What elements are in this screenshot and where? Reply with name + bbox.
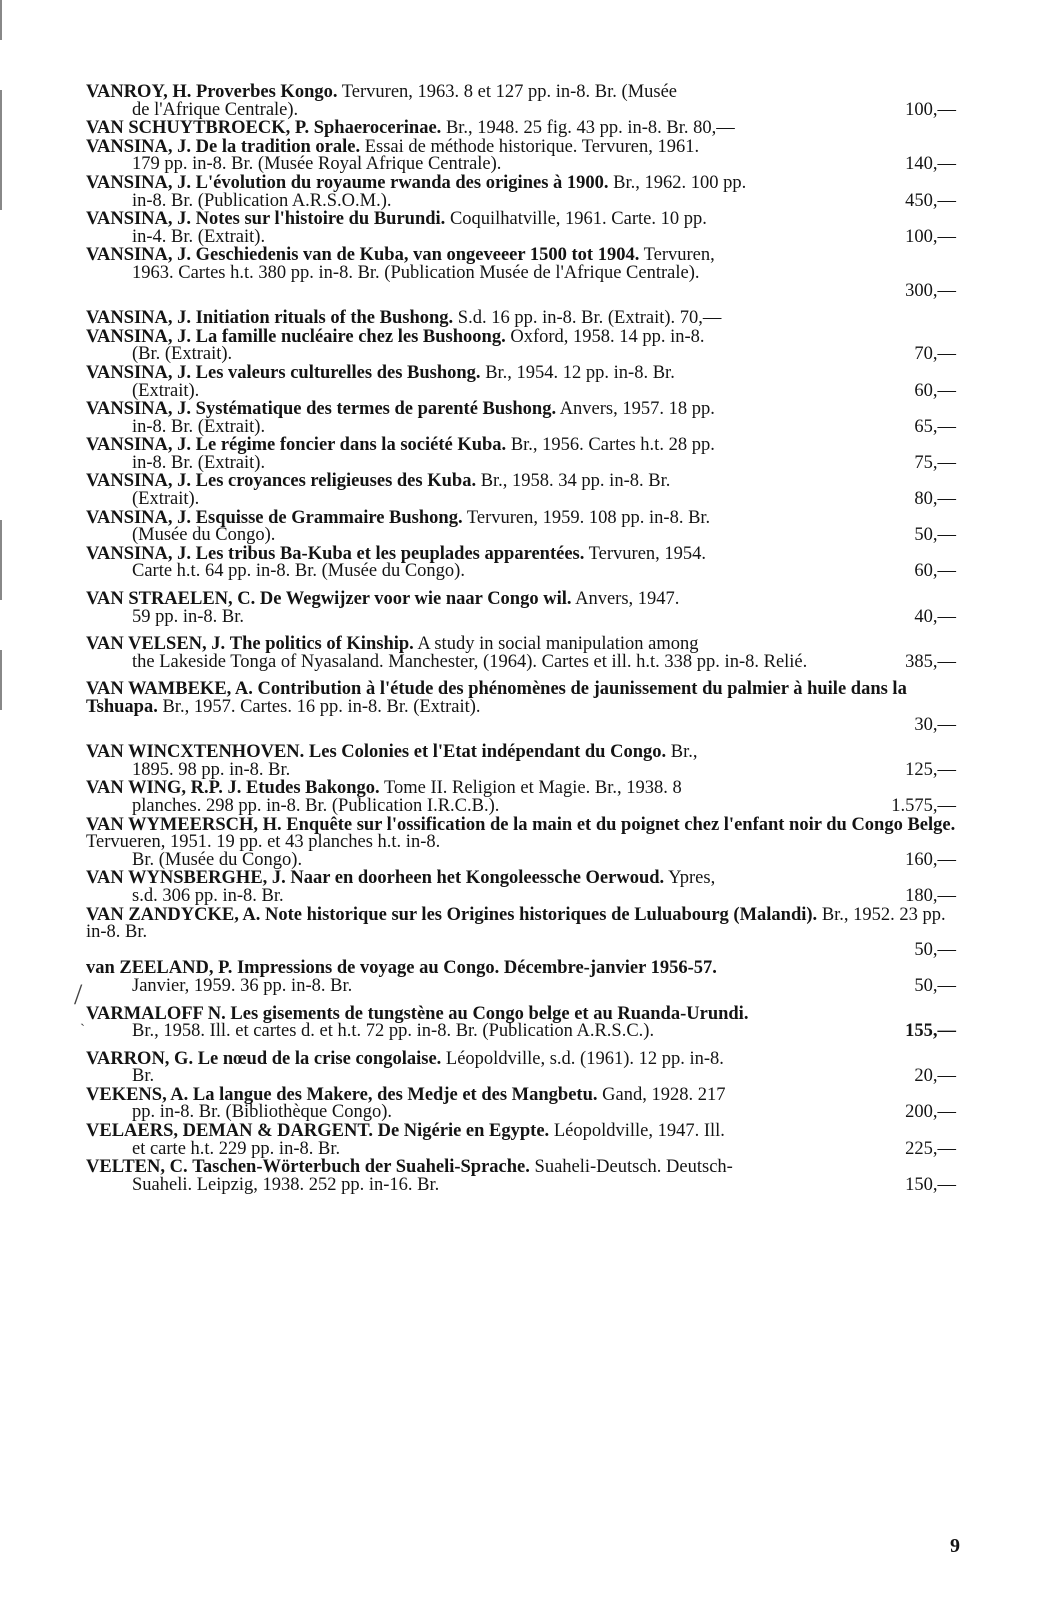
entry-continuation xyxy=(86,1174,956,1195)
catalogue-entry xyxy=(86,904,956,960)
entry-title: Taschen-Wörterbuch der Suaheli-Sprache. xyxy=(192,1157,530,1178)
entry-price: 1.575,— xyxy=(891,795,956,816)
entry-price: 225,— xyxy=(905,1138,956,1159)
entry-details: Br., 1954. 12 pp. in-8. Br. xyxy=(485,362,675,383)
entry-author: VAN VELSEN, J. xyxy=(86,634,226,655)
entry-price: 100,— xyxy=(905,99,956,120)
entry-price: 30,— xyxy=(914,714,956,735)
catalogue-entry xyxy=(86,136,956,175)
entry-author: VAN WAMBEKE, A. xyxy=(86,679,253,700)
entry-continuation xyxy=(86,651,956,672)
entry-heading xyxy=(86,362,956,383)
entry-continuation xyxy=(86,380,956,401)
entry-price: 80,— xyxy=(914,489,956,510)
page-number: 9 xyxy=(950,1535,960,1557)
entry-details: Br., xyxy=(670,742,698,763)
entry-title: Les gisements de tungstène au Congo belge et au Ruanda-Urundi. xyxy=(230,1003,749,1024)
entry-heading xyxy=(86,904,956,943)
entry-title: La famille nucléaire chez les Bushoong. xyxy=(195,326,506,347)
entry-continuation-text: in-8. Br. (Extrait). xyxy=(132,452,266,473)
catalogue-entry xyxy=(86,310,956,328)
entry-details: Br., 1962. 100 pp. xyxy=(613,172,747,193)
catalogue-entry xyxy=(86,362,956,401)
entry-title: Etudes Bakongo. xyxy=(246,778,380,799)
entry-author: VANSINA, J. xyxy=(86,326,192,347)
entry-author: VANSINA, J. xyxy=(86,172,192,193)
entry-continuation-text: in-8. Br. (Extrait). xyxy=(132,416,266,437)
entry-price: 150,— xyxy=(905,1174,956,1195)
entry-continuation-text: (Musée du Congo). xyxy=(132,525,276,546)
entry-continuation xyxy=(86,885,956,906)
entry-title: Les tribus Ba-Kuba et les peuplades apparentées. xyxy=(195,543,585,564)
entry-heading xyxy=(86,814,956,853)
entry-details: Léopoldville, s.d. (1961). 12 pp. in-8. xyxy=(445,1048,724,1069)
entry-continuation-text: 59 pp. in-8. Br. xyxy=(132,606,245,627)
entry-author: van ZEELAND, P. xyxy=(86,958,233,979)
entry-details: Tome II. Religion et Magie. Br., 1938. 8 xyxy=(383,778,682,799)
catalogue-entry xyxy=(86,1123,956,1158)
scan-edge-mark xyxy=(0,90,2,210)
entry-continuation-text: 179 pp. in-8. Br. (Musée Royal Afrique Centrale). xyxy=(132,154,502,175)
entry-continuation xyxy=(86,1023,956,1041)
entry-continuation-text: 1963. Cartes h.t. 380 pp. in-8. Br. (Publication Musée de l'Afrique Centrale). xyxy=(132,262,700,283)
entry-price: 60,— xyxy=(914,561,956,582)
entry-author: VAN WYMEERSCH, H. xyxy=(86,814,282,835)
entry-continuation-text: et carte h.t. 229 pp. in-8. Br. xyxy=(132,1138,341,1159)
entry-title: De la tradition orale. xyxy=(195,136,361,157)
entry-title: De Wegwijzer voor wie naar Congo wil. xyxy=(259,589,572,610)
entry-author: VANSINA, J. xyxy=(86,435,192,456)
entry-title: Esquisse de Grammaire Bushong. xyxy=(195,507,463,528)
catalogue-entry xyxy=(86,543,956,582)
entry-author: VANROY, H. xyxy=(86,82,192,102)
entry-continuation xyxy=(86,262,956,283)
entry-author: VAN WING, R.P. J. xyxy=(86,778,242,799)
catalogue-entry xyxy=(86,507,956,546)
entry-heading xyxy=(86,681,956,716)
entry-details: Anvers, 1957. 18 pp. xyxy=(559,399,715,420)
catalogue-entry xyxy=(86,744,956,779)
entry-price: 60,— xyxy=(914,380,956,401)
entry-title: De Nigérie en Egypte. xyxy=(377,1121,550,1142)
entry-heading xyxy=(86,310,956,328)
entry-details: Tervueren, 1951. 19 pp. et 43 planches h.t. in-8. xyxy=(86,832,441,853)
catalogue-entry xyxy=(86,401,956,436)
catalogue-entry xyxy=(86,780,956,815)
catalogue-entry xyxy=(86,473,956,508)
entry-title: Les valeurs culturelles des Bushong. xyxy=(195,362,481,383)
entry-continuation xyxy=(86,190,956,211)
catalogue-entry xyxy=(86,437,956,472)
catalogue-entry xyxy=(86,681,956,734)
entry-heading xyxy=(86,1048,956,1069)
entry-continuation xyxy=(86,1068,956,1086)
entry-author: VAN WYNSBERGHE, J. xyxy=(86,868,286,889)
entry-details: Tervuren, 1963. 8 et 127 pp. in-8. Br. (Musée xyxy=(341,82,678,102)
entry-details: Ypres, xyxy=(668,868,716,889)
entry-continuation-text: Br., 1958. Ill. et cartes d. et h.t. 72 pp. in-8. Br. (Publication A.R.S.C.). xyxy=(132,1021,655,1042)
entry-details: Tervuren, 1954. xyxy=(588,543,707,564)
entry-continuation xyxy=(86,491,956,509)
catalogue-entry xyxy=(86,247,956,300)
entry-price: 65,— xyxy=(914,416,956,437)
entry-price: 50,— xyxy=(914,939,956,960)
entry-continuation-text: Janvier, 1959. 36 pp. in-8. Br. xyxy=(132,975,353,996)
entry-details: Gand, 1928. 217 xyxy=(602,1084,726,1105)
entry-details: Br., 1952. 23 pp. in-8. Br. xyxy=(86,904,946,943)
entry-author: VANSINA, J. xyxy=(86,543,192,564)
entry-details: Léopoldville, 1947. Ill. xyxy=(553,1121,725,1142)
entry-price: 100,— xyxy=(905,226,956,247)
entry-author: VANSINA, J. xyxy=(86,507,192,528)
entry-continuation xyxy=(86,1104,956,1122)
entry-author: VELTEN, C. xyxy=(86,1157,188,1178)
entry-price: 70,— xyxy=(914,344,956,365)
catalogue-entry xyxy=(86,211,956,246)
entry-continuation-text: (Extrait). xyxy=(132,380,200,401)
entry-price: 40,— xyxy=(914,606,956,627)
entry-title: Le régime foncier dans la société Kuba. xyxy=(195,435,507,456)
entry-continuation xyxy=(86,527,956,545)
entry-continuation-text: the Lakeside Tonga of Nyasaland. Manchester, (1964). Cartes et ill. h.t. 338 pp. in-8. Relié. xyxy=(132,651,808,672)
entry-continuation-text: pp. in-8. Br. (Bibliothèque Congo). xyxy=(132,1102,393,1123)
entry-continuation xyxy=(86,563,956,581)
entry-continuation xyxy=(86,452,956,473)
entry-author: VANSINA, J. xyxy=(86,308,192,329)
entry-author: VARMALOFF N. xyxy=(86,1003,226,1024)
entry-details: Tervuren, xyxy=(643,245,715,266)
entry-author: VARRON, G. xyxy=(86,1048,194,1069)
entry-details: Br., 1956. Cartes h.t. 28 pp. xyxy=(510,435,715,456)
entry-details: Anvers, 1947. xyxy=(575,589,680,610)
entry-title: L'évolution du royaume rwanda des origines à 1900. xyxy=(195,172,609,193)
catalogue-entry xyxy=(86,1159,956,1194)
catalogue-list xyxy=(86,84,956,1195)
entry-price: 450,— xyxy=(905,190,956,211)
catalogue-entry xyxy=(86,814,956,870)
entry-author: VANSINA, J. xyxy=(86,245,192,266)
entry-details: Suaheli-Deutsch. Deutsch- xyxy=(534,1157,733,1178)
entry-continuation-text: Br. (Musée du Congo). xyxy=(132,849,303,870)
catalogue-entry xyxy=(86,1003,956,1042)
entry-title: La langue des Makere, des Medje et des Mangbetu. xyxy=(192,1084,598,1105)
entry-continuation xyxy=(86,416,956,437)
entry-details: Essai de méthode historique. Tervuren, 1961. xyxy=(364,136,700,157)
entry-title: Note historique sur les Origines historiques de Luluabourg (Malandi). xyxy=(265,904,818,925)
entry-title: Le nœud de la crise congolaise. xyxy=(197,1048,442,1069)
catalogue-entry xyxy=(86,84,956,119)
scan-edge-mark xyxy=(0,520,2,600)
entry-title: Les Colonies et l'Etat indépendant du Congo. xyxy=(308,742,667,763)
entry-author: VAN WINCXTENHOVEN. xyxy=(86,742,305,763)
entry-price: 125,— xyxy=(905,759,956,780)
catalogue-entry xyxy=(86,172,956,211)
catalogue-entry xyxy=(86,636,956,671)
entry-author: VANSINA, J. xyxy=(86,209,192,230)
catalogue-entry xyxy=(86,591,956,626)
margin-annotation: ` xyxy=(80,1022,85,1038)
entry-details: Br., 1957. Cartes. 16 pp. in-8. Br. (Extrait). xyxy=(162,697,481,717)
entry-continuation xyxy=(86,1138,956,1159)
entry-details: Br., 1958. 34 pp. in-8. Br. xyxy=(480,471,671,492)
entry-details: Coquilhatville, 1961. Carte. 10 pp. xyxy=(449,209,707,230)
entry-price: 50,— xyxy=(914,975,956,996)
entry-details: Br., 1948. 25 fig. 43 pp. in-8. Br. 80,— xyxy=(445,118,735,139)
entry-continuation xyxy=(86,795,956,816)
entry-title: Les croyances religieuses des Kuba. xyxy=(195,471,477,492)
entry-continuation-text: Suaheli. Leipzig, 1938. 252 pp. in-16. Br. xyxy=(132,1174,440,1195)
entry-title: Impressions de voyage au Congo. Décembre-janvier 1956-57. xyxy=(236,958,717,979)
entry-author: VELAERS, DEMAN & DARGENT. xyxy=(86,1121,373,1142)
entry-price: 180,— xyxy=(905,885,956,906)
entry-continuation-text: in-8. Br. (Publication A.R.S.O.M.). xyxy=(132,190,392,211)
entry-continuation-text: in-4. Br. (Extrait). xyxy=(132,226,266,247)
entry-price: 140,— xyxy=(905,154,956,175)
entry-price: 50,— xyxy=(914,525,956,546)
entry-continuation-text: Carte h.t. 64 pp. in-8. Br. (Musée du Congo). xyxy=(132,561,465,582)
entry-title: Notes sur l'histoire du Burundi. xyxy=(195,209,446,230)
entry-author: VAN SCHUYTBROECK, P. xyxy=(86,118,310,139)
entry-author: VANSINA, J. xyxy=(86,471,192,492)
entry-title: Geschiedenis van de Kuba, van ongeveeer 1500 tot 1904. xyxy=(195,245,640,266)
entry-author: VANSINA, J. xyxy=(86,399,192,420)
entry-continuation xyxy=(86,975,956,996)
entry-continuation xyxy=(86,156,956,174)
entry-title: Systématique des termes de parenté Bushong. xyxy=(195,399,557,420)
entry-continuation xyxy=(86,849,956,870)
entry-details: Tervuren, 1959. 108 pp. in-8. Br. xyxy=(466,507,711,528)
entry-price: 385,— xyxy=(905,651,956,672)
entry-author: VEKENS, A. xyxy=(86,1084,189,1105)
entry-title: Enquête sur l'ossification de la main et du poignet chez l'enfant noir du Congo Belge. xyxy=(286,814,956,835)
entry-continuation-text: de l'Afrique Centrale). xyxy=(132,99,299,120)
entry-price: 75,— xyxy=(914,452,956,473)
catalogue-entry xyxy=(86,120,956,138)
entry-continuation xyxy=(86,226,956,247)
entry-title: Sphaerocerinae. xyxy=(313,118,442,139)
entry-title: Naar en doorheen het Kongoleessche Oerwoud. xyxy=(290,868,665,889)
entry-continuation-text: 1895. 98 pp. in-8. Br. xyxy=(132,759,291,780)
entry-continuation-text: (Extrait). xyxy=(132,489,200,510)
entry-title: Contribution à l'étude des phénomènes de jaunissement du palmier à huile dans la Tshuapa. xyxy=(86,679,907,717)
entry-details: S.d. 16 pp. in-8. Br. (Extrait). 70,— xyxy=(457,308,722,329)
entry-continuation xyxy=(86,99,956,120)
catalogue-entry xyxy=(86,1084,956,1123)
scan-edge-mark xyxy=(0,0,2,40)
entry-price: 200,— xyxy=(905,1102,956,1123)
entry-author: VANSINA, J. xyxy=(86,362,192,383)
entry-title: The politics of Kinship. xyxy=(229,634,414,655)
catalogue-entry xyxy=(86,1048,956,1087)
entry-author: VAN ZANDYCKE, A. xyxy=(86,904,261,925)
entry-continuation-text: (Br. (Extrait). xyxy=(132,344,233,365)
entry-title: Initiation rituals of the Bushong. xyxy=(195,308,454,329)
entry-details: Oxford, 1958. 14 pp. in-8. xyxy=(510,326,705,347)
catalogue-entry xyxy=(86,326,956,365)
entry-price: 20,— xyxy=(914,1066,956,1087)
entry-title: Proverbes Kongo. xyxy=(196,82,338,102)
entry-continuation xyxy=(86,606,956,627)
entry-price: 300,— xyxy=(905,280,956,301)
entry-details: A study in social manipulation among xyxy=(417,634,699,655)
scan-edge-mark xyxy=(0,650,2,710)
entry-author: VANSINA, J. xyxy=(86,136,192,157)
entry-heading xyxy=(86,473,956,491)
entry-continuation-text: s.d. 306 pp. in-8. Br. xyxy=(132,885,284,906)
entry-author: VAN STRAELEN, C. xyxy=(86,589,256,610)
entry-continuation-text: planches. 298 pp. in-8. Br. (Publication I.R.C.B.). xyxy=(132,795,500,816)
entry-continuation xyxy=(86,759,956,780)
entry-heading xyxy=(86,120,956,138)
entry-price: 160,— xyxy=(905,849,956,870)
catalogue-entry xyxy=(86,870,956,905)
entry-price: 155,— xyxy=(905,1021,956,1042)
margin-annotation: / xyxy=(74,978,83,1011)
catalogue-entry xyxy=(86,960,956,995)
entry-continuation xyxy=(86,346,956,364)
entry-continuation-text: Br. xyxy=(132,1066,155,1087)
